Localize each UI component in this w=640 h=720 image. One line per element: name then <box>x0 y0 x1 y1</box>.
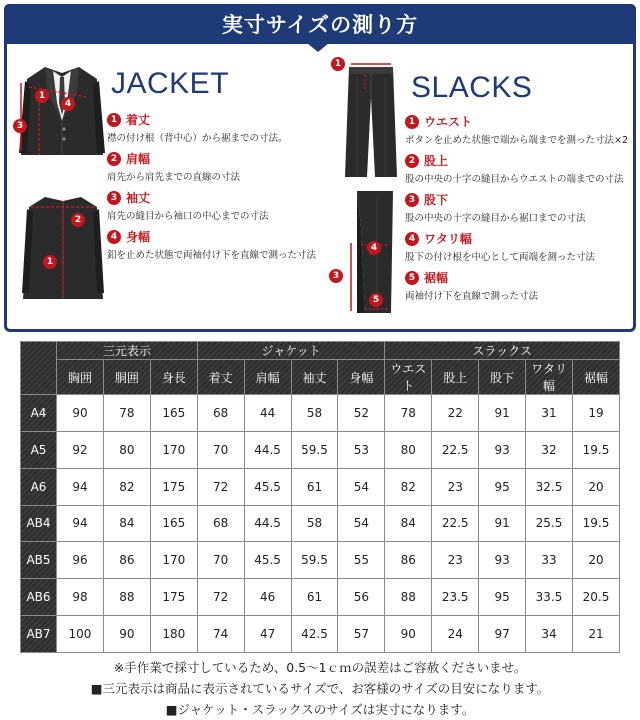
table-cell: 54 <box>338 505 385 542</box>
table-cell: 33.5 <box>526 579 573 616</box>
table-cell: 22.5 <box>432 505 479 542</box>
table-cell: 46 <box>244 579 291 616</box>
table-cell: 72 <box>197 468 244 505</box>
column-header: 袖丈 <box>291 360 338 395</box>
table-cell: 56 <box>338 579 385 616</box>
marker-5-slacks-side: 5 <box>369 293 383 307</box>
table-cell: 70 <box>197 431 244 468</box>
number-badge: 4 <box>405 232 419 246</box>
size-label: A6 <box>21 468 57 505</box>
table-cell: 24 <box>432 616 479 653</box>
slacks-item <box>405 230 628 263</box>
item-description: 両袖付け下を直線で測った寸法 <box>405 291 539 302</box>
slacks-heading: SLACKS <box>411 71 533 104</box>
table-row <box>21 505 620 542</box>
table-cell: 32.5 <box>526 468 573 505</box>
number-badge: 3 <box>107 191 121 205</box>
table-cell: 180 <box>150 616 197 653</box>
column-header: 裾幅 <box>572 360 619 395</box>
item-name: 股下 <box>424 193 449 207</box>
table-cell: 59.5 <box>291 542 338 579</box>
slacks-items <box>405 113 628 308</box>
group-header: ジャケット <box>197 342 385 360</box>
size-label: A5 <box>21 431 57 468</box>
table-cell: 72 <box>197 579 244 616</box>
table-cell: 22.5 <box>432 431 479 468</box>
slacks-front-illustration <box>343 61 399 179</box>
slacks-item <box>405 113 628 146</box>
jacket-items <box>107 111 316 267</box>
table-cell: 88 <box>385 579 432 616</box>
table-cell: 44 <box>244 395 291 432</box>
jacket-item <box>107 189 316 222</box>
marker-1-jacket-back: 1 <box>43 255 57 269</box>
table-cell: 58 <box>291 395 338 432</box>
column-header: 肩幅 <box>244 360 291 395</box>
item-description: 肩先から肩先までの直線の寸法 <box>107 172 241 183</box>
table-cell: 23 <box>432 542 479 579</box>
slacks-item <box>405 269 628 302</box>
table-cell: 20 <box>572 468 619 505</box>
guide-title: 実寸サイズの測り方 <box>4 4 636 44</box>
table-cell: 53 <box>338 431 385 468</box>
table-cell: 42.5 <box>291 616 338 653</box>
marker-4-jacket-front: 4 <box>61 97 75 111</box>
table-cell: 19.5 <box>572 431 619 468</box>
table-cell: 97 <box>479 616 526 653</box>
item-description: 股下の付け根を中心として両端を測った寸法 <box>405 252 596 263</box>
table-cell: 80 <box>103 431 150 468</box>
size-table <box>20 341 620 653</box>
table-cell: 55 <box>338 542 385 579</box>
table-cell: 88 <box>103 579 150 616</box>
table-cell: 90 <box>57 395 104 432</box>
table-cell: 100 <box>57 616 104 653</box>
column-header: 着丈 <box>197 360 244 395</box>
column-header: 身幅 <box>338 360 385 395</box>
table-cell: 94 <box>57 505 104 542</box>
column-header: 胸囲 <box>57 360 104 395</box>
column-header: 身長 <box>150 360 197 395</box>
size-label: AB6 <box>21 579 57 616</box>
item-description: 肩先の縫目から袖口の中心までの寸法 <box>107 211 269 222</box>
column-header: 胴囲 <box>103 360 150 395</box>
column-header-row <box>21 360 620 395</box>
table-cell: 74 <box>197 616 244 653</box>
table-cell: 84 <box>103 505 150 542</box>
number-badge: 1 <box>107 113 121 127</box>
item-name: 袖丈 <box>126 191 151 205</box>
table-cell: 20.5 <box>572 579 619 616</box>
size-label: AB4 <box>21 505 57 542</box>
table-cell: 90 <box>103 616 150 653</box>
item-name: 身幅 <box>126 230 151 244</box>
size-column-header <box>21 342 57 395</box>
title-pointer <box>307 43 329 52</box>
note-line: ■三元表示は商品に表示されているサイズで、お客様のサイズの目安になります。 <box>90 681 550 696</box>
table-cell: 93 <box>479 542 526 579</box>
table-cell: 25.5 <box>526 505 573 542</box>
table-cell: 94 <box>57 468 104 505</box>
notes <box>0 657 640 720</box>
number-badge: 1 <box>405 115 419 129</box>
table-cell: 95 <box>479 468 526 505</box>
table-cell: 78 <box>385 395 432 432</box>
table-cell: 68 <box>197 395 244 432</box>
table-cell: 95 <box>479 579 526 616</box>
table-cell: 33 <box>526 542 573 579</box>
table-cell: 45.5 <box>244 468 291 505</box>
table-cell: 93 <box>479 431 526 468</box>
table-cell: 82 <box>385 468 432 505</box>
table-cell: 78 <box>103 395 150 432</box>
item-description: 股の中央の十字の縫目からウエストの端までの寸法 <box>405 174 624 185</box>
table-cell: 70 <box>197 542 244 579</box>
table-cell: 44.5 <box>244 431 291 468</box>
marker-1-jacket-front: 1 <box>35 89 49 103</box>
group-header-row <box>21 342 620 360</box>
jacket-front-illustration <box>17 63 107 158</box>
column-header: 股上 <box>432 360 479 395</box>
column-header: ワタリ幅 <box>526 360 573 395</box>
item-name: 着丈 <box>126 113 151 127</box>
table-cell: 84 <box>385 505 432 542</box>
table-cell: 165 <box>150 395 197 432</box>
table-cell: 175 <box>150 468 197 505</box>
marker-1-slacks-front: 1 <box>331 57 345 71</box>
table-cell: 175 <box>150 579 197 616</box>
table-cell: 47 <box>244 616 291 653</box>
item-name: ウエスト <box>424 115 473 129</box>
table-cell: 52 <box>338 395 385 432</box>
number-badge: 5 <box>405 271 419 285</box>
table-row <box>21 616 620 653</box>
table-cell: 32 <box>526 431 573 468</box>
item-description: 股の中央の十字の縫目から裾口までの寸法 <box>405 213 586 224</box>
table-row <box>21 542 620 579</box>
jacket-item <box>107 111 316 144</box>
table-cell: 80 <box>385 431 432 468</box>
group-header: スラックス <box>385 342 620 360</box>
number-badge: 2 <box>405 154 419 168</box>
table-row <box>21 431 620 468</box>
table-cell: 20 <box>572 542 619 579</box>
table-cell: 57 <box>338 616 385 653</box>
table-cell: 58 <box>291 505 338 542</box>
item-name: ワタリ幅 <box>424 232 472 246</box>
size-table-body <box>21 395 620 653</box>
table-cell: 19 <box>572 395 619 432</box>
number-badge: 3 <box>405 193 419 207</box>
marker-3-slacks-side: 3 <box>329 269 343 283</box>
table-cell: 170 <box>150 542 197 579</box>
size-label: AB5 <box>21 542 57 579</box>
jacket-item <box>107 150 316 183</box>
table-row <box>21 579 620 616</box>
note-line: ■ジャケット・スラックスのサイズは実寸になります。 <box>165 702 475 717</box>
number-badge: 4 <box>107 230 121 244</box>
table-cell: 45.5 <box>244 542 291 579</box>
table-cell: 92 <box>57 431 104 468</box>
item-name: 肩幅 <box>126 152 151 166</box>
table-cell: 91 <box>479 505 526 542</box>
table-row <box>21 468 620 505</box>
table-cell: 54 <box>338 468 385 505</box>
jacket-item <box>107 228 316 261</box>
table-cell: 170 <box>150 431 197 468</box>
marker-2-jacket-back: 2 <box>71 213 85 227</box>
table-cell: 96 <box>57 542 104 579</box>
note-line: ※手作業で採寸しているため、0.5〜1ｃｍの誤差はご容赦くださいませ。 <box>113 660 527 675</box>
table-cell: 82 <box>103 468 150 505</box>
column-header: 股下 <box>479 360 526 395</box>
table-cell: 34 <box>526 616 573 653</box>
table-cell: 91 <box>479 395 526 432</box>
slacks-item <box>405 191 628 224</box>
table-cell: 86 <box>385 542 432 579</box>
item-name: 裾幅 <box>424 271 449 285</box>
table-cell: 90 <box>385 616 432 653</box>
table-cell: 98 <box>57 579 104 616</box>
jacket-back-illustration <box>21 193 105 303</box>
table-row <box>21 395 620 432</box>
jacket-heading: JACKET <box>111 67 230 100</box>
number-badge: 2 <box>107 152 121 166</box>
item-description: 襟の付け根（背中心）から裾までの寸法。 <box>107 133 288 144</box>
table-cell: 165 <box>150 505 197 542</box>
table-cell: 59.5 <box>291 431 338 468</box>
size-label: AB7 <box>21 616 57 653</box>
table-cell: 68 <box>197 505 244 542</box>
size-label: A4 <box>21 395 57 432</box>
table-cell: 61 <box>291 579 338 616</box>
marker-4-slacks-side: 4 <box>367 241 381 255</box>
measurement-guide <box>4 4 636 332</box>
column-header: ウエスト <box>385 360 432 395</box>
table-cell: 22 <box>432 395 479 432</box>
table-cell: 21 <box>572 616 619 653</box>
table-cell: 23 <box>432 468 479 505</box>
item-description: 釦を止めた状態で両袖付け下を直線で測った寸法 <box>107 250 317 261</box>
table-cell: 86 <box>103 542 150 579</box>
group-header: 三元表示 <box>57 342 198 360</box>
table-cell: 31 <box>526 395 573 432</box>
table-cell: 61 <box>291 468 338 505</box>
item-name: 股上 <box>424 154 449 168</box>
table-cell: 19.5 <box>572 505 619 542</box>
table-cell: 44.5 <box>244 505 291 542</box>
slacks-item <box>405 152 628 185</box>
item-description: ボタンを止めた状態で端から端までを測った寸法×2 <box>405 135 629 146</box>
table-cell: 23.5 <box>432 579 479 616</box>
marker-3-jacket-front: 3 <box>13 119 27 133</box>
